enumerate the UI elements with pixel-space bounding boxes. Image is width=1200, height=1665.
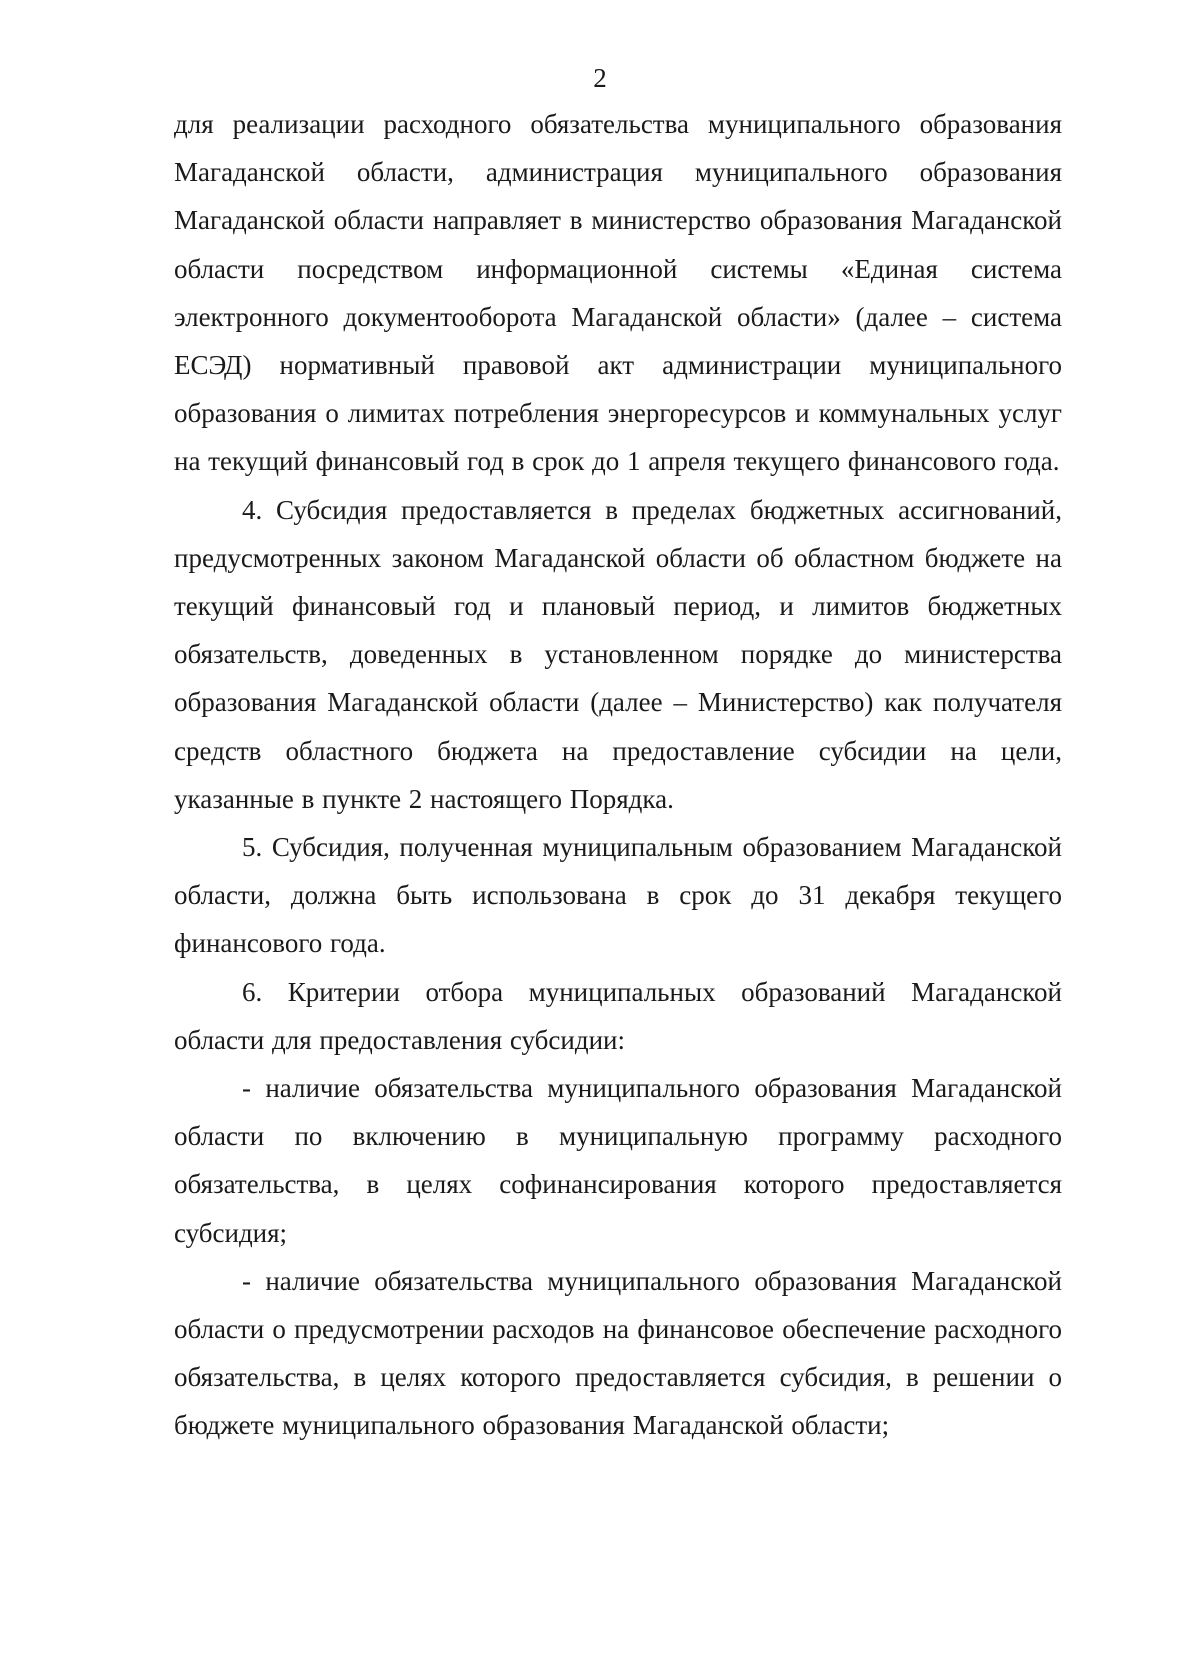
paragraph-criterion-1: - наличие обязательства муниципального образования Магаданской области по включению в муниципальную программу расходного обязательства, в целях софинансирования которого предоставляется субсидия; bbox=[174, 1073, 1062, 1248]
paragraph-continuation: для реализации расходного обязательства муниципального образования Магаданской области, администрация муниципального образования Магаданской области направляет в министерство образования Магаданской области посредством информационной системы «Единая система электронного документооборота Магаданской области» (далее – система ЕСЭД) нормативный правовой акт администрации муниципального образования о лимитах потребления энергоресурсов и коммунальных услуг на текущий финансовый год в срок до 1 апреля текущего финансового года. bbox=[174, 109, 1062, 477]
paragraph-item-6: 6. Критерии отбора муниципальных образований Магаданской области для предоставления субсидии: bbox=[174, 976, 1062, 1055]
paragraph-criterion-2: - наличие обязательства муниципального образования Магаданской области о предусмотрении расходов на финансовое обеспечение расходного обязательства, в целях которого предоставляется субсидия, в решении о бюджете муниципального образования Магаданской области; bbox=[174, 1265, 1062, 1441]
paragraph-item-4: 4. Субсидия предоставляется в пределах бюджетных ассигнований, предусмотренных законом Магаданской области об областном бюджете на текущий финансовый год и плановый период, и лимитов бюджетных обязательств, доведенных в установленном порядке до министерства образования Магаданской области (далее – Министерство) как получателя средств областного бюджета на предоставление субсидии на цели, указанные в пункте 2 настоящего Порядка. bbox=[174, 494, 1062, 814]
page-number: 2 bbox=[593, 63, 607, 93]
document-body bbox=[174, 100, 1062, 1450]
paragraph-item-5: 5. Субсидия, полученная муниципальным образованием Магаданской области, должна быть использована в срок до 31 декабря текущего финансового года. bbox=[174, 832, 1062, 959]
